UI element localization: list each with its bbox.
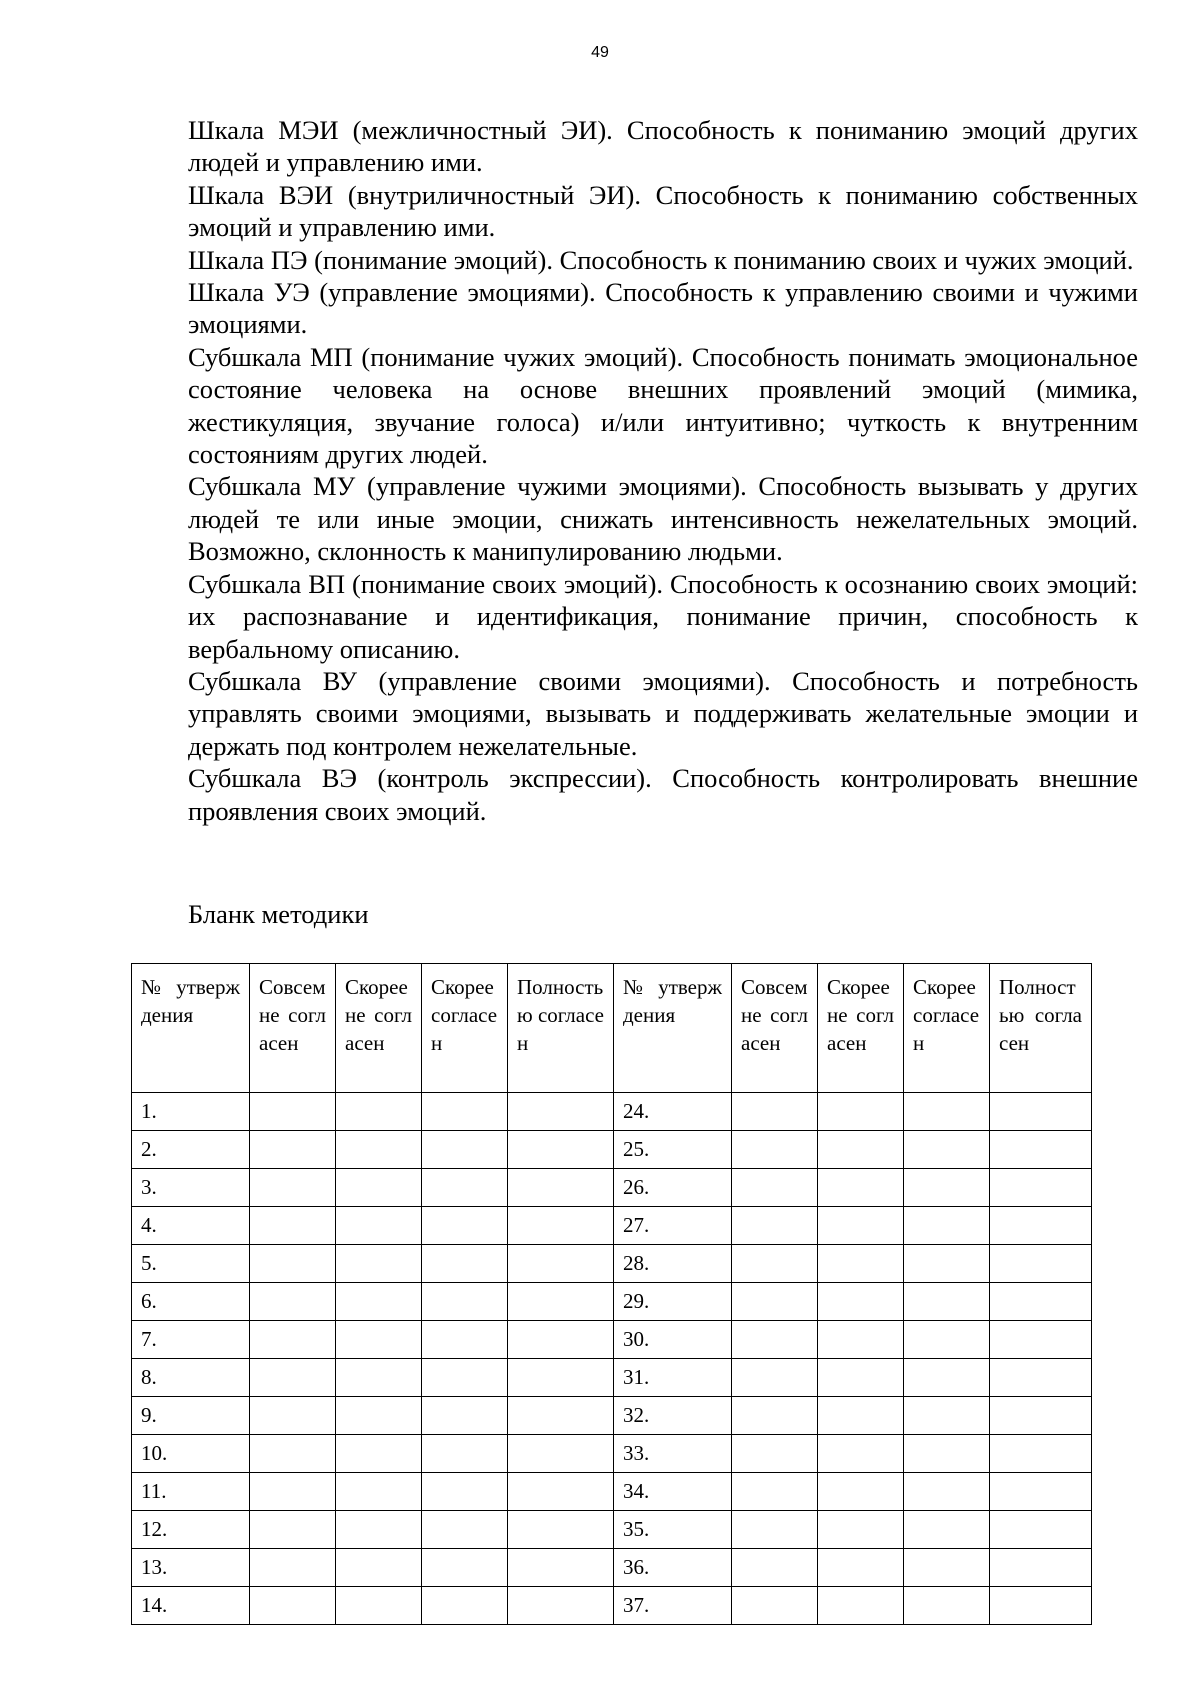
table-row: [132, 1131, 1092, 1169]
answer-cell[interactable]: [422, 1131, 508, 1169]
table-row: [132, 1093, 1092, 1131]
table-row: [132, 1397, 1092, 1435]
answer-cell[interactable]: [990, 1549, 1092, 1587]
answer-cell[interactable]: [904, 1093, 990, 1131]
answer-cell[interactable]: [336, 1587, 422, 1625]
paragraph-subscale-ve: Субшкала ВЭ (контроль экспрессии). Способность контролировать внешние проявления своих эмоций.: [188, 763, 1138, 826]
table-row: [132, 1435, 1092, 1473]
answer-cell[interactable]: [990, 1359, 1092, 1397]
answer-cell[interactable]: [732, 1511, 818, 1549]
answer-cell[interactable]: [732, 1245, 818, 1283]
table-row: [132, 1283, 1092, 1321]
statement-number: 10.: [132, 1435, 250, 1473]
answer-cell[interactable]: [990, 1245, 1092, 1283]
answer-cell[interactable]: [732, 1283, 818, 1321]
answer-cell[interactable]: [990, 1131, 1092, 1169]
answer-cell[interactable]: [732, 1359, 818, 1397]
statement-number: 24.: [614, 1093, 732, 1131]
answer-cell[interactable]: [904, 1435, 990, 1473]
answer-cell[interactable]: [732, 1131, 818, 1169]
answer-cell[interactable]: [904, 1587, 990, 1625]
table-row: [132, 1245, 1092, 1283]
answer-cell[interactable]: [250, 1245, 336, 1283]
answer-cell[interactable]: [336, 1359, 422, 1397]
answer-cell[interactable]: [990, 1511, 1092, 1549]
answer-cell[interactable]: [336, 1473, 422, 1511]
answer-cell[interactable]: [508, 1131, 614, 1169]
answer-cell[interactable]: [508, 1587, 614, 1625]
answer-cell[interactable]: [250, 1549, 336, 1587]
answer-cell[interactable]: [904, 1473, 990, 1511]
answer-cell[interactable]: [508, 1169, 614, 1207]
header-strongly-agree: Полностью согласен: [508, 964, 614, 1093]
answer-cell[interactable]: [250, 1397, 336, 1435]
statement-number: 35.: [614, 1511, 732, 1549]
answer-cell[interactable]: [250, 1321, 336, 1359]
statement-number: 14.: [132, 1587, 250, 1625]
answer-cell[interactable]: [336, 1245, 422, 1283]
statement-number: 12.: [132, 1511, 250, 1549]
answer-cell[interactable]: [818, 1549, 904, 1587]
answer-cell[interactable]: [904, 1511, 990, 1549]
answer-cell[interactable]: [336, 1131, 422, 1169]
answer-cell[interactable]: [250, 1435, 336, 1473]
statement-number: 27.: [614, 1207, 732, 1245]
answer-cell[interactable]: [904, 1321, 990, 1359]
paragraph-scale-mei: Шкала МЭИ (межличностный ЭИ). Способность к пониманию эмоций других людей и управлению ими.: [188, 115, 1138, 178]
paragraph-scale-vei: Шкала ВЭИ (внутриличностный ЭИ). Способность к пониманию собственных эмоций и управлению ими.: [188, 179, 1138, 243]
answer-cell[interactable]: [818, 1283, 904, 1321]
answer-cell[interactable]: [508, 1321, 614, 1359]
statement-number: 1.: [132, 1093, 250, 1131]
answer-cell[interactable]: [508, 1283, 614, 1321]
paragraph-subscale-vu: Субшкала ВУ (управление своими эмоциями). Способность и потребность управлять своими эмоциями, вызывать и поддерживать желательные эмоции и держать под контролем нежелательные.: [188, 665, 1138, 761]
answer-cell[interactable]: [818, 1093, 904, 1131]
statement-number: 9.: [132, 1397, 250, 1435]
answer-cell[interactable]: [250, 1207, 336, 1245]
statement-number: 25.: [614, 1131, 732, 1169]
answer-cell[interactable]: [904, 1283, 990, 1321]
statement-number: 30.: [614, 1321, 732, 1359]
answer-cell[interactable]: [732, 1587, 818, 1625]
answer-cell[interactable]: [508, 1435, 614, 1473]
answer-cell[interactable]: [990, 1587, 1092, 1625]
answer-cell[interactable]: [250, 1473, 336, 1511]
statement-number: 13.: [132, 1549, 250, 1587]
table-row: [132, 1207, 1092, 1245]
table-row: [132, 1473, 1092, 1511]
answer-cell[interactable]: [818, 1359, 904, 1397]
statement-number: 11.: [132, 1473, 250, 1511]
statement-number: 5.: [132, 1245, 250, 1283]
table-row: [132, 1359, 1092, 1397]
answer-cell[interactable]: [990, 1397, 1092, 1435]
answer-cell[interactable]: [336, 1397, 422, 1435]
table-row: [132, 1321, 1092, 1359]
statement-number: 7.: [132, 1321, 250, 1359]
answer-cell[interactable]: [732, 1093, 818, 1131]
answer-cell[interactable]: [990, 1207, 1092, 1245]
statement-number: 2.: [132, 1131, 250, 1169]
paragraph-subscale-mu: Субшкала МУ (управление чужими эмоциями). Способность вызывать у других людей те или иные эмоции, снижать интенсивность нежелательных эмоций. Возможно, склонность к манипулированию людьми.: [188, 471, 1138, 567]
table-row: [132, 1511, 1092, 1549]
answer-cell[interactable]: [904, 1131, 990, 1169]
answer-cell[interactable]: [732, 1169, 818, 1207]
answer-cell[interactable]: [508, 1245, 614, 1283]
answer-cell[interactable]: [818, 1321, 904, 1359]
answer-cell[interactable]: [250, 1093, 336, 1131]
answer-cell[interactable]: [422, 1549, 508, 1587]
answer-cell[interactable]: [336, 1511, 422, 1549]
answer-cell[interactable]: [250, 1359, 336, 1397]
answer-cell[interactable]: [904, 1207, 990, 1245]
table-row: [132, 1169, 1092, 1207]
answer-cell[interactable]: [818, 1435, 904, 1473]
answer-cell[interactable]: [336, 1207, 422, 1245]
paragraph-scale-pe: Шкала ПЭ (понимание эмоций). Способность к пониманию своих и чужих эмоций.: [188, 244, 1134, 275]
answer-cell[interactable]: [250, 1511, 336, 1549]
answer-cell[interactable]: [336, 1093, 422, 1131]
answer-cell[interactable]: [508, 1093, 614, 1131]
header-strongly-agree: Полностью согласен: [990, 964, 1092, 1093]
header-rather-disagree: Скорее не согласен: [336, 964, 422, 1093]
header-rather-agree: Скорее согласен: [422, 964, 508, 1093]
paragraph-subscale-vp: Субшкала ВП (понимание своих эмоций). Способность к осознанию своих эмоций: их распознавание и идентификация, понимание причин, способность к вербальному описанию.: [188, 568, 1138, 664]
statement-number: 37.: [614, 1587, 732, 1625]
answer-cell[interactable]: [904, 1549, 990, 1587]
answer-cell[interactable]: [732, 1397, 818, 1435]
answer-cell[interactable]: [250, 1283, 336, 1321]
answer-cell[interactable]: [422, 1093, 508, 1131]
answer-cell[interactable]: [508, 1207, 614, 1245]
answer-cell[interactable]: [818, 1511, 904, 1549]
answer-cell[interactable]: [990, 1435, 1092, 1473]
statement-number: 8.: [132, 1359, 250, 1397]
header-statement-number: № утверждения: [132, 964, 250, 1093]
statement-number: 3.: [132, 1169, 250, 1207]
header-strongly-disagree: Совсем не согласен: [250, 964, 336, 1093]
answer-cell[interactable]: [422, 1473, 508, 1511]
statement-number: 33.: [614, 1435, 732, 1473]
answer-cell[interactable]: [990, 1093, 1092, 1131]
answer-cell[interactable]: [818, 1207, 904, 1245]
answer-cell[interactable]: [732, 1549, 818, 1587]
answer-cell[interactable]: [336, 1169, 422, 1207]
answer-cell[interactable]: [508, 1549, 614, 1587]
statement-number: 26.: [614, 1169, 732, 1207]
answer-cell[interactable]: [818, 1587, 904, 1625]
answer-cell[interactable]: [904, 1169, 990, 1207]
answer-cell[interactable]: [904, 1397, 990, 1435]
table-header-row: [132, 964, 1092, 1093]
answer-cell[interactable]: [508, 1511, 614, 1549]
table-body: [132, 1093, 1092, 1625]
page-number: 49: [591, 44, 609, 61]
answer-cell[interactable]: [818, 1169, 904, 1207]
answer-cell[interactable]: [818, 1245, 904, 1283]
answer-form-table: [131, 963, 1092, 1625]
answer-cell[interactable]: [732, 1435, 818, 1473]
table-row: [132, 1549, 1092, 1587]
answer-cell[interactable]: [422, 1245, 508, 1283]
header-strongly-disagree: Совсем не согласен: [732, 964, 818, 1093]
answer-cell[interactable]: [422, 1169, 508, 1207]
answer-cell[interactable]: [904, 1359, 990, 1397]
statement-number: 31.: [614, 1359, 732, 1397]
statement-number: 32.: [614, 1397, 732, 1435]
answer-cell[interactable]: [336, 1549, 422, 1587]
answer-cell[interactable]: [990, 1321, 1092, 1359]
header-rather-disagree: Скорее не согласен: [818, 964, 904, 1093]
answer-cell[interactable]: [732, 1321, 818, 1359]
table-row: [132, 1587, 1092, 1625]
answer-cell[interactable]: [508, 1473, 614, 1511]
answer-cell[interactable]: [250, 1587, 336, 1625]
scale-descriptions: [188, 114, 1138, 827]
answer-cell[interactable]: [422, 1397, 508, 1435]
answer-cell[interactable]: [336, 1435, 422, 1473]
paragraph-subscale-mp: Субшкала МП (понимание чужих эмоций). Способность понимать эмоциональное состояние человека на основе внешних проявлений эмоций (мимика, жестикуляция, звучание голоса) и/или интуитивно; чуткость к внутренним состояниям других людей.: [188, 341, 1138, 470]
answer-cell[interactable]: [422, 1435, 508, 1473]
form-heading: Бланк методики: [188, 899, 369, 929]
answer-cell[interactable]: [422, 1283, 508, 1321]
answer-cell[interactable]: [422, 1359, 508, 1397]
answer-cell[interactable]: [508, 1397, 614, 1435]
answer-cell[interactable]: [990, 1473, 1092, 1511]
paragraph-scale-ue: Шкала УЭ (управление эмоциями). Способность к управлению своими и чужими эмоциями.: [188, 277, 1138, 340]
answer-cell[interactable]: [422, 1511, 508, 1549]
answer-cell[interactable]: [904, 1245, 990, 1283]
answer-cell[interactable]: [990, 1283, 1092, 1321]
statement-number: 36.: [614, 1549, 732, 1587]
answer-cell[interactable]: [818, 1131, 904, 1169]
answer-cell[interactable]: [336, 1283, 422, 1321]
statement-number: 34.: [614, 1473, 732, 1511]
statement-number: 4.: [132, 1207, 250, 1245]
statement-number: 28.: [614, 1245, 732, 1283]
statement-number: 29.: [614, 1283, 732, 1321]
answer-cell[interactable]: [250, 1169, 336, 1207]
answer-cell[interactable]: [818, 1397, 904, 1435]
answer-cell[interactable]: [732, 1207, 818, 1245]
header-statement-number: № утверждения: [614, 964, 732, 1093]
answer-cell[interactable]: [422, 1587, 508, 1625]
answer-cell[interactable]: [508, 1359, 614, 1397]
answer-cell[interactable]: [818, 1473, 904, 1511]
answer-cell[interactable]: [336, 1321, 422, 1359]
answer-cell[interactable]: [990, 1169, 1092, 1207]
answer-cell[interactable]: [250, 1131, 336, 1169]
answer-cell[interactable]: [422, 1207, 508, 1245]
answer-cell[interactable]: [422, 1321, 508, 1359]
statement-number: 6.: [132, 1283, 250, 1321]
header-rather-agree: Скорее согласен: [904, 964, 990, 1093]
answer-cell[interactable]: [732, 1473, 818, 1511]
